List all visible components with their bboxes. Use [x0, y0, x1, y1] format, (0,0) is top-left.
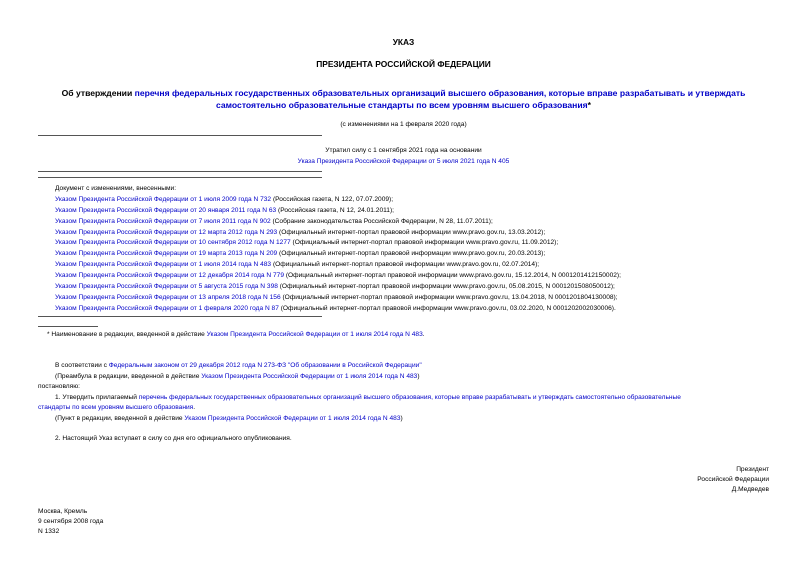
change-item-link[interactable]: Указом Президента Российской Федерации от 19 марта 2013 года N 209	[55, 250, 278, 258]
preamble-note-suffix: )	[417, 373, 420, 380]
preamble-note-prefix: (Преамбула в редакции, введенной в действие	[55, 373, 202, 380]
footnote	[47, 331, 425, 338]
divider	[38, 171, 322, 172]
change-item-link[interactable]: Указом Президента Российской Федерации от 12 марта 2012 года N 293	[55, 228, 278, 236]
changes-heading: Документ с изменениями, внесенными:	[55, 185, 177, 192]
change-item-link[interactable]: Указом Президента Российской Федерации от 1 июля 2014 года N 483	[55, 261, 272, 269]
signature-name: Д.Медведев	[731, 486, 769, 493]
item-1-note-link[interactable]: Указом Президента Российской Федерации от 1 июля 2014 года N 483	[184, 415, 401, 422]
item-1-cont	[38, 404, 195, 411]
signature-title: Президент	[736, 466, 769, 473]
item-1-end: .	[193, 404, 196, 411]
change-item-source: (Официальный интернет-портал правовой информации www.pravo.gov.ru, 13.04.2018, N 0001201804130008);	[280, 293, 618, 301]
change-item-source: (Официальный интернет-портал правовой информации www.pravo.gov.ru, 11.09.2012);	[290, 239, 559, 247]
change-item-source: (Официальный интернет-портал правовой информации www.pravo.gov.ru, 02.07.2014);	[271, 261, 540, 269]
amendment-note: (с изменениями на 1 февраля 2020 года)	[340, 121, 467, 128]
footnote-link[interactable]: Указом Президента Российской Федерации от 1 июля 2014 года N 483	[206, 331, 423, 338]
change-item-source: (Официальный интернет-портал правовой информации www.pravo.gov.ru, 15.12.2014, N 0001201412150002);	[284, 271, 621, 279]
item-1-link-cont[interactable]: стандарты по всем уровням высшего образования	[38, 404, 194, 411]
decree-number: N 1332	[38, 528, 60, 535]
change-item-source: (Российская газета, N 12, 24.01.2011);	[276, 206, 395, 214]
change-item-link[interactable]: Указом Президента Российской Федерации от 12 декабря 2014 года N 779	[55, 271, 285, 279]
change-item-source: (Российская газета, N 122, 07.07.2009);	[271, 196, 394, 203]
change-item-source: (Официальный интернет-портал правовой информации www.pravo.gov.ru, 20.03.2013);	[277, 250, 546, 258]
change-item	[55, 239, 558, 246]
item-1-link[interactable]: перечень федеральных государственных образовательных организаций высшего образования, которые вправе разрабатывать и утверждать самостоятельно образовательные	[138, 394, 681, 401]
federal-law-link[interactable]: Федеральным законом от 29 декабря 2012 года N 273-ФЗ "Об образовании в Российской Федерации"	[108, 362, 422, 369]
divider	[38, 135, 322, 136]
divider	[38, 177, 322, 178]
change-item-source: (Собрание законодательства Российской Федерации, N 28, 11.07.2011);	[270, 217, 493, 225]
preamble	[55, 362, 422, 369]
title-link[interactable]: перечня федеральных государственных образовательных организаций высшего образования, которые вправе разрабатывать и утверждать самостоятельно образовательные стандарты по всем уровням высшего образования	[134, 88, 746, 110]
place: Москва, Кремль	[38, 508, 88, 515]
change-item-link[interactable]: Указом Президента Российской Федерации от 13 апреля 2018 года N 156	[55, 293, 281, 301]
document-title	[36, 87, 771, 111]
title-prefix: Об утверждении	[61, 88, 135, 98]
item-1	[55, 394, 681, 401]
change-item	[55, 261, 539, 268]
change-item-link[interactable]: Указом Президента Российской Федерации от 7 июля 2011 года N 902	[55, 217, 271, 225]
change-item-link[interactable]: Указом Президента Российской Федерации от 20 января 2011 года N 63	[55, 206, 277, 214]
issuer: ПРЕЗИДЕНТА РОССИЙСКОЙ ФЕДЕРАЦИИ	[316, 59, 491, 69]
change-item	[55, 283, 615, 290]
change-item	[55, 272, 621, 279]
footnote-text: * Наименование в редакции, введенной в действие	[47, 331, 207, 338]
change-item	[55, 207, 394, 214]
footnote-divider	[38, 326, 98, 327]
title-suffix: *	[587, 100, 591, 110]
divider	[38, 316, 322, 317]
change-item	[55, 218, 493, 225]
expired-note: Утратил силу с 1 сентября 2021 года на основании	[325, 147, 482, 154]
item-1-note-prefix: (Пункт в редакции, введенной в действие	[55, 415, 185, 422]
change-item-source: (Официальный интернет-портал правовой информации www.pravo.gov.ru, 03.02.2020, N 0001202002030006).	[278, 304, 616, 312]
preamble-note	[55, 373, 420, 380]
change-item-link[interactable]: Указом Президента Российской Федерации от 1 июля 2009 года N 732	[55, 196, 272, 203]
document-type: УКАЗ	[392, 37, 415, 47]
change-item	[55, 305, 616, 312]
change-item	[55, 294, 618, 301]
footnote-end: .	[422, 331, 425, 338]
change-item-source: (Официальный интернет-портал правовой информации www.pravo.gov.ru, 05.08.2015, N 0001201508050012);	[277, 282, 615, 290]
change-item	[55, 250, 545, 257]
change-item-link[interactable]: Указом Президента Российской Федерации от 1 февраля 2020 года N 87	[55, 304, 279, 312]
item-1-note-suffix: )	[400, 415, 403, 422]
change-item-link[interactable]: Указом Президента Российской Федерации от 5 августа 2015 года N 398	[55, 282, 278, 290]
date: 9 сентября 2008 года	[38, 518, 104, 525]
item-1-prefix: 1. Утвердить прилагаемый	[55, 394, 139, 401]
change-item-link[interactable]: Указом Президента Российской Федерации от 10 сентября 2012 года N 1277	[55, 239, 291, 247]
change-item-source: (Официальный интернет-портал правовой информации www.pravo.gov.ru, 13.03.2012);	[277, 228, 546, 236]
signature-country: Российской Федерации	[697, 476, 769, 483]
decree-word: постановляю:	[38, 383, 81, 390]
preamble-prefix: В соответствии с	[55, 362, 109, 369]
change-item	[55, 229, 545, 236]
preamble-note-link[interactable]: Указом Президента Российской Федерации от 1 июля 2014 года N 483	[201, 373, 418, 380]
expired-link[interactable]: Указа Президента Российской Федерации от 5 июля 2021 года N 405	[297, 158, 510, 165]
item-1-note	[55, 415, 403, 422]
item-2: 2. Настоящий Указ вступает в силу со дня его официального опубликования.	[55, 435, 292, 442]
change-item	[55, 196, 393, 203]
